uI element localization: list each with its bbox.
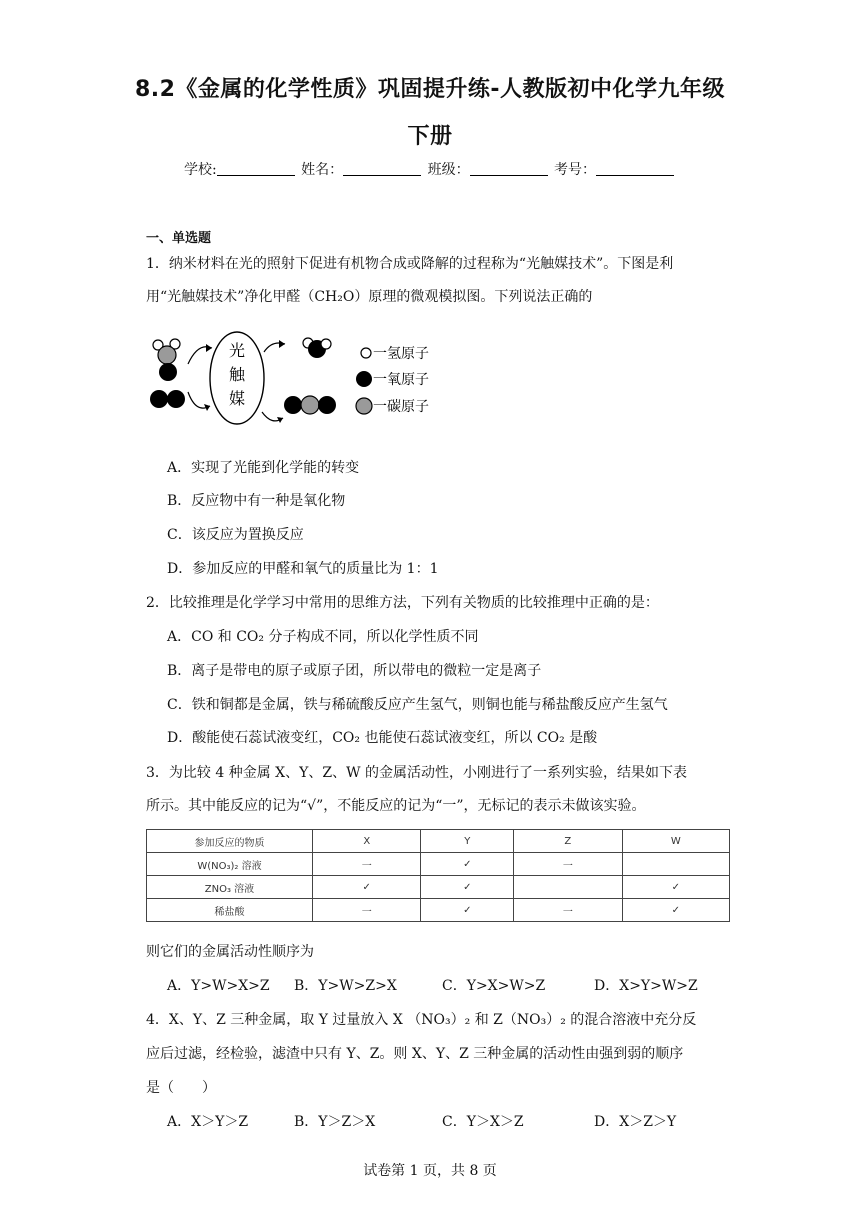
table-cell: 一 xyxy=(313,853,421,876)
q4-option-c: C．Y＞X＞Z xyxy=(442,1114,524,1130)
table-cell: ✓ xyxy=(421,853,514,876)
page-footer: 试卷第 1 页，共 8 页 xyxy=(363,1163,497,1179)
catalyst-char-2: 触 xyxy=(228,365,246,384)
oxygen-atom xyxy=(318,396,336,414)
q3-option-a: A．Y>W>X>Z xyxy=(167,978,270,994)
school-blank xyxy=(217,161,295,176)
q1-option-a: A．实现了光能到化学能的转变 xyxy=(167,460,360,476)
table-cell: 一 xyxy=(514,853,622,876)
table-header-row xyxy=(147,830,730,853)
table-cell: ZNO₃ 溶液 xyxy=(147,876,313,899)
q2-option-b: B．离子是带电的原子或原子团，所以带电的微粒一定是离子 xyxy=(167,663,542,679)
q1-option-b: B．反应物中有一种是氧化物 xyxy=(167,493,346,509)
school-label: 学校: xyxy=(183,162,217,178)
q3-option-b: B．Y>W>Z>X xyxy=(294,978,397,994)
table-header: X xyxy=(313,830,421,853)
q2-option-c: C．铁和铜都是金属，铁与稀硫酸反应产生氢气，则铜也能与稀盐酸反应产生氢气 xyxy=(167,697,668,713)
table-cell: 稀盐酸 xyxy=(147,899,313,922)
table-cell: 一 xyxy=(514,899,622,922)
table-cell xyxy=(514,876,622,899)
table-cell: ✓ xyxy=(313,876,421,899)
oxygen-atom xyxy=(159,363,177,381)
q3-option-d: D．X>Y>W>Z xyxy=(594,978,698,994)
legend-oxygen-label: 一氧原子 xyxy=(373,372,429,388)
student-info-line xyxy=(0,159,860,179)
q1-option-c: C．该反应为置换反应 xyxy=(167,527,304,543)
q1-text-line1: 1．纳米材料在光的照射下促进有机物合成或降解的过程称为“光触媒技术”。下图是利 xyxy=(146,256,674,272)
oxygen-atom xyxy=(150,390,168,408)
catalyst-char-3: 媒 xyxy=(228,389,246,408)
class-label: 班级： xyxy=(427,162,470,178)
section-heading: 一、单选题 xyxy=(146,231,212,246)
table-header: W xyxy=(622,830,729,853)
name-blank xyxy=(343,161,421,176)
table-row xyxy=(147,899,730,922)
exam-number-label: 考号： xyxy=(554,162,597,178)
q3-after-text: 则它们的金属活动性顺序为 xyxy=(146,944,314,960)
legend-carbon-label: 一碳原子 xyxy=(373,399,429,415)
catalyst-char-1: 光 xyxy=(228,341,246,360)
oxygen-atom xyxy=(167,390,185,408)
q3-option-c: C．Y>X>W>Z xyxy=(442,978,546,994)
page-title: 8.2《金属的化学性质》巩固提升练-人教版初中化学九年级 xyxy=(134,77,726,102)
exam-number-blank xyxy=(596,161,674,176)
legend-hydrogen-icon xyxy=(361,348,371,358)
page-title-continued: 下册 xyxy=(407,124,453,149)
arrow-head-icon xyxy=(206,344,212,352)
q4-option-b: B．Y＞Z＞X xyxy=(294,1114,376,1130)
class-blank xyxy=(470,161,548,176)
q4-text-line1: 4．X、Y、Z 三种金属，取 Y 过量放入 X （NO₃）₂ 和 Z（NO₃）₂ 的混合溶液中充分反 xyxy=(146,1012,697,1028)
table-cell: ✓ xyxy=(421,899,514,922)
table-cell: ✓ xyxy=(622,899,729,922)
table-cell xyxy=(622,853,729,876)
legend-oxygen-icon xyxy=(356,371,372,387)
q4-option-d: D．X＞Z＞Y xyxy=(594,1114,677,1130)
q4-text-line2: 应后过滤，经检验，滤渣中只有 Y、Z。则 X、Y、Z 三种金属的活动性由强到弱的顺序 xyxy=(146,1046,684,1062)
q2-option-d: D．酸能使石蕊试液变红，CO₂ 也能使石蕊试液变红，所以 CO₂ 是酸 xyxy=(167,730,598,746)
legend-carbon-icon xyxy=(356,398,372,414)
table-row xyxy=(147,876,730,899)
oxygen-atom xyxy=(284,396,302,414)
q1-option-d: D．参加反应的甲醛和氧气的质量比为 1：1 xyxy=(167,561,439,577)
table-cell: ✓ xyxy=(421,876,514,899)
hydrogen-atom xyxy=(321,339,331,349)
q2-option-a: A．CO 和 CO₂ 分子构成不同，所以化学性质不同 xyxy=(167,629,479,645)
table-cell: W(NO₃)₂ 溶液 xyxy=(147,853,313,876)
reaction-table xyxy=(146,829,730,922)
photocatalyst-diagram xyxy=(140,322,460,436)
legend-hydrogen-label: 一氢原子 xyxy=(373,346,429,362)
name-label: 姓名： xyxy=(301,162,344,178)
table-header: Z xyxy=(514,830,622,853)
table-row xyxy=(147,853,730,876)
carbon-atom xyxy=(301,396,319,414)
q4-option-a: A．X＞Y＞Z xyxy=(167,1114,249,1130)
table-cell: 一 xyxy=(313,899,421,922)
arrow-head-icon xyxy=(279,340,285,348)
carbon-atom xyxy=(158,346,176,364)
q3-text-line1: 3．为比较 4 种金属 X、Y、Z、W 的金属活动性，小刚进行了一系列实验，结果如下表 xyxy=(146,765,687,781)
table-cell: ✓ xyxy=(622,876,729,899)
q1-text-line2: 用“光触媒技术”净化甲醛（CH₂O）原理的微观模拟图。下列说法正确的 xyxy=(146,289,593,305)
q4-text-line3: 是（ ） xyxy=(146,1080,216,1096)
q2-text: 2．比较推理是化学学习中常用的思维方法，下列有关物质的比较推理中正确的是： xyxy=(146,595,659,611)
table-header: Y xyxy=(421,830,514,853)
table-header: 参加反应的物质 xyxy=(147,830,313,853)
q3-text-line2: 所示。其中能反应的记为“√”，不能反应的记为“一”，无标记的表示未做该实验。 xyxy=(146,798,646,814)
